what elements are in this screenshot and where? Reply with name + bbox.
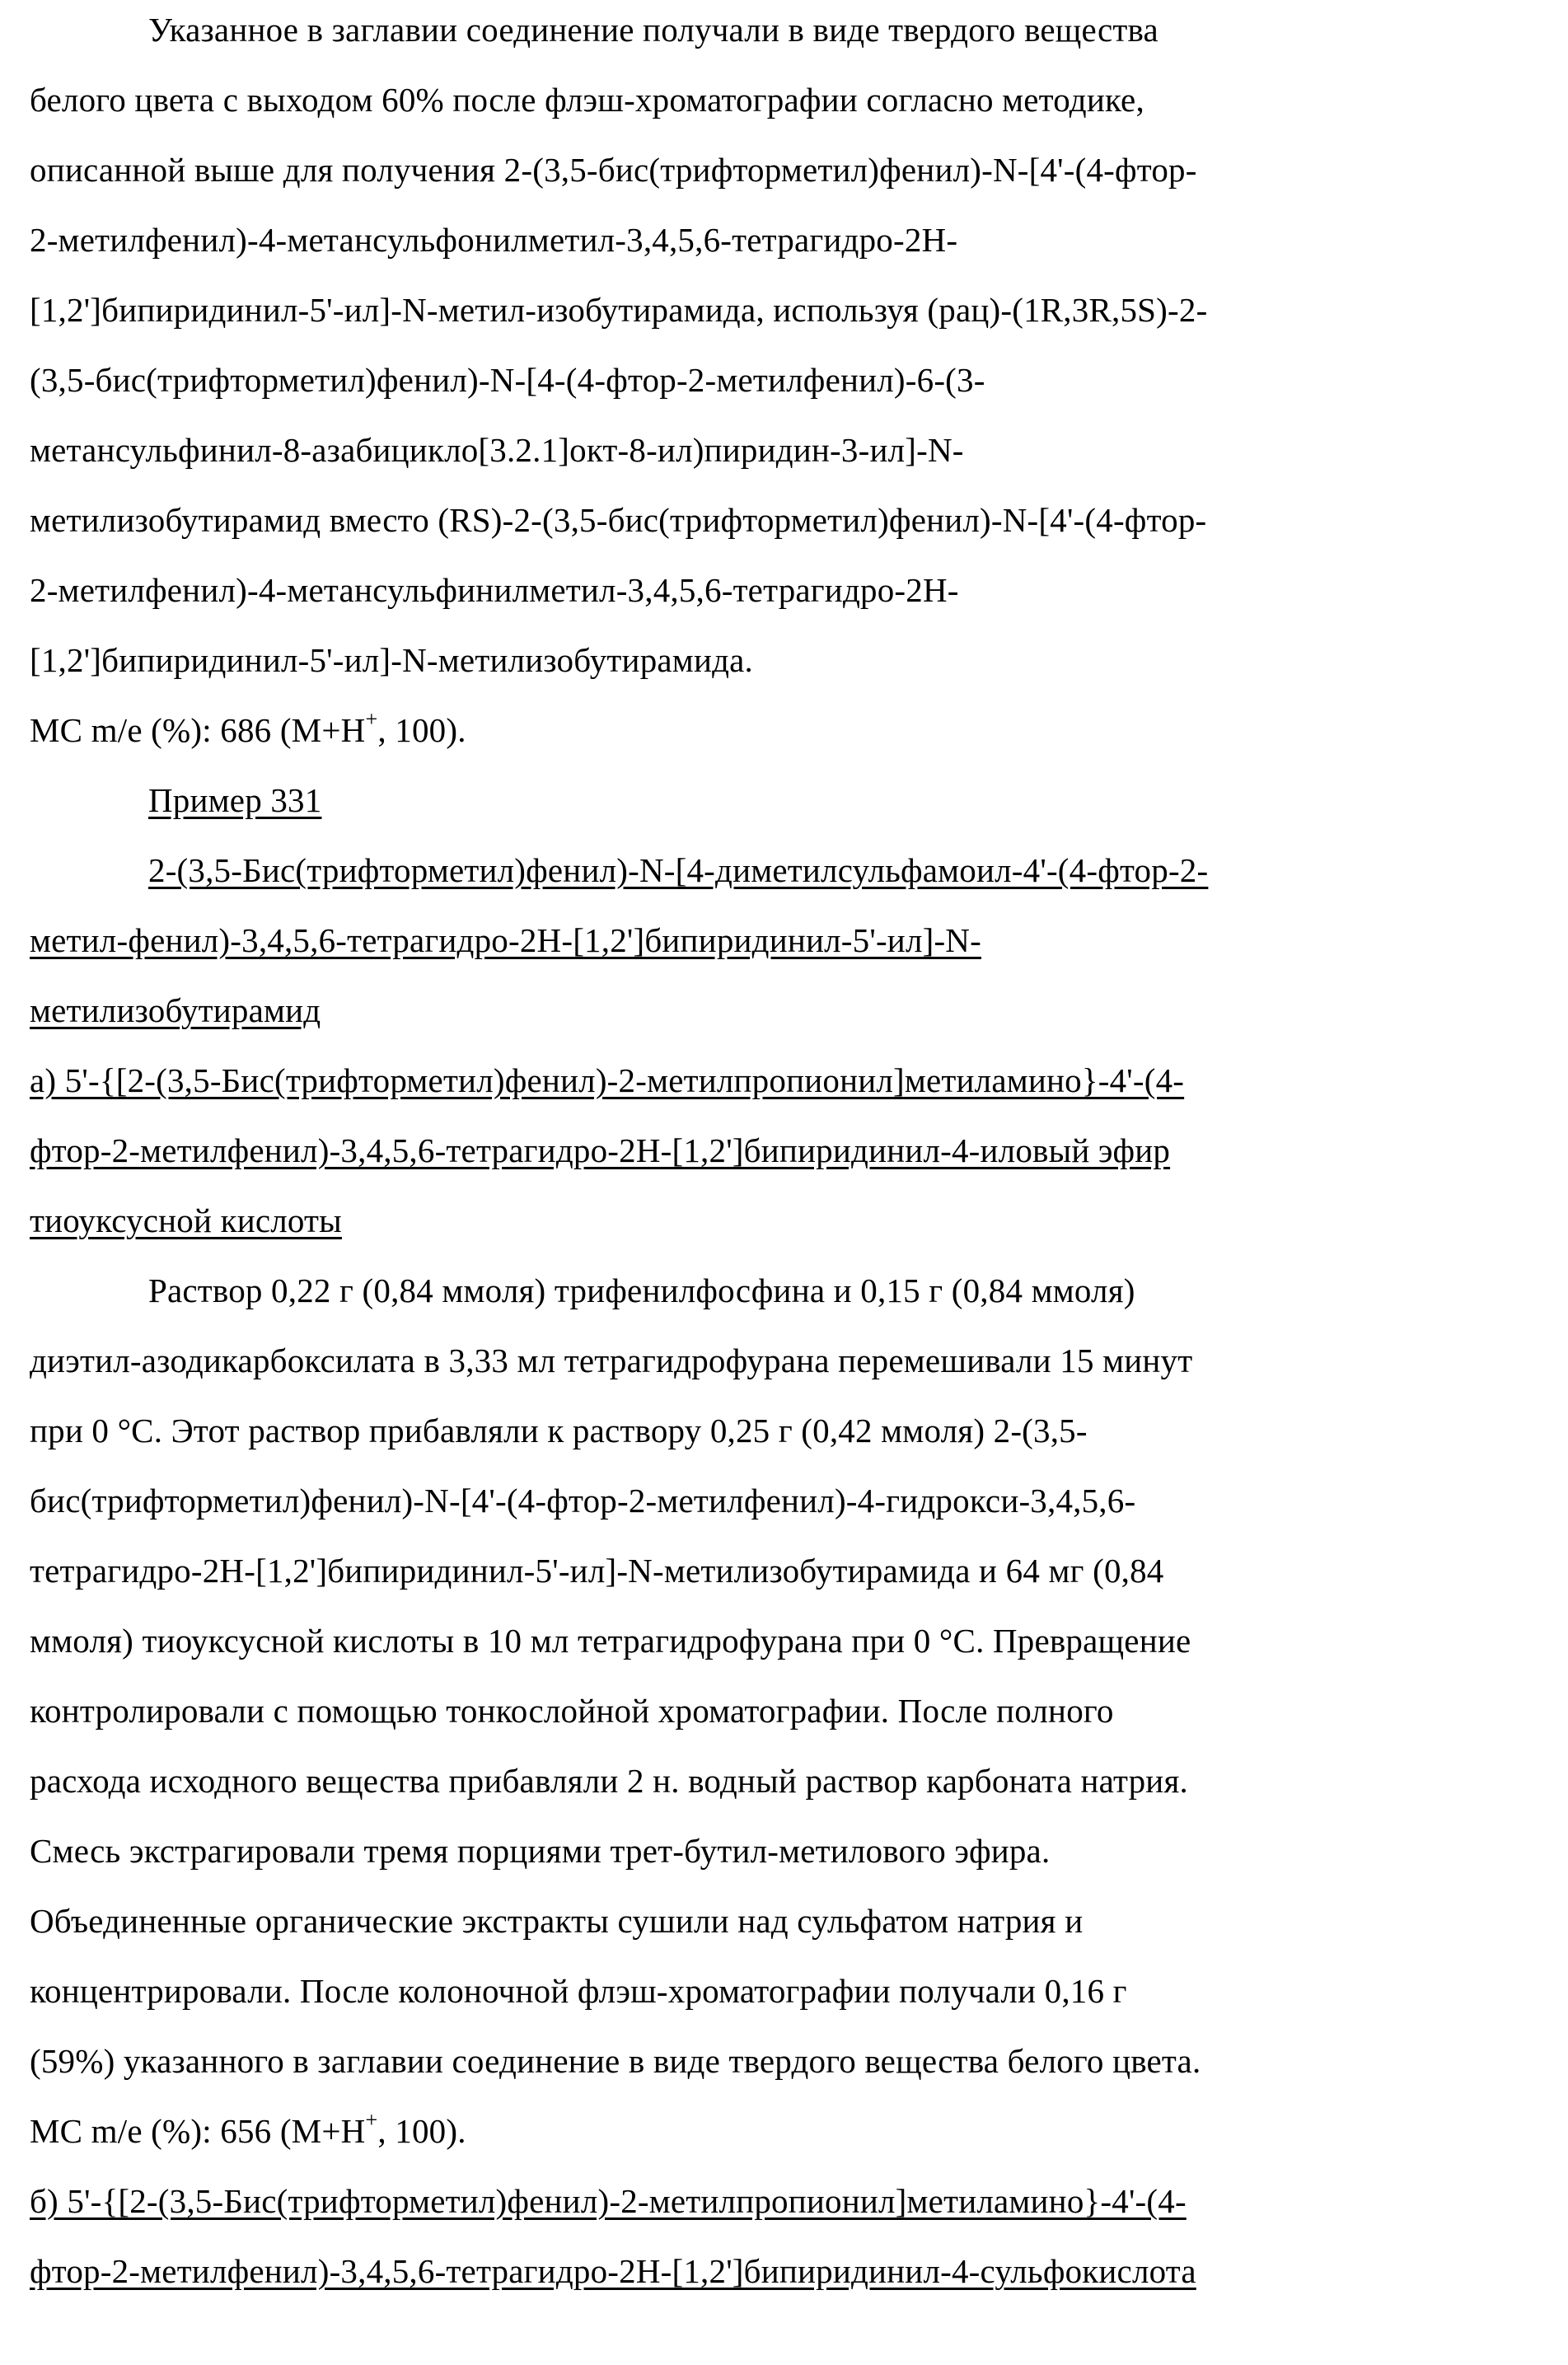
title-line <box>30 1046 1554 1116</box>
text-line: 2-метилфенил)-4-метансульфонилметил-3,4,5,6-тетрагидро-2H- <box>30 205 1554 275</box>
example-heading-text: Пример 331 <box>148 781 321 819</box>
text-line: Раствор 0,22 г (0,84 ммоля) трифенилфосфина и 0,15 г (0,84 ммоля) <box>30 1256 1554 1326</box>
text-line: Смесь экстрагировали тремя порциями трет-бутил-метилового эфира. <box>30 1816 1554 1886</box>
title-line <box>30 2236 1554 2306</box>
ms-superscript: + <box>365 707 377 731</box>
paragraph-procedure <box>30 1256 1554 2096</box>
text-line: Указанное в заглавии соединение получали в виде твердого вещества <box>30 0 1554 65</box>
text-line: (3,5-бис(трифторметил)фенил)-N-[4-(4-фтор-2-метилфенил)-6-(3- <box>30 345 1554 415</box>
title-line <box>30 1116 1554 1186</box>
text-line: контролировали с помощью тонкослойной хроматографии. После полного <box>30 1676 1554 1746</box>
title-text: б) 5'-{[2-(3,5-Бис(трифторметил)фенил)-2-метилпропионил]метиламино}-4'-(4- <box>30 2182 1187 2220</box>
ms-text: МС m/e (%): 656 (M+H <box>30 2112 365 2150</box>
title-text: метил-фенил)-3,4,5,6-тетрагидро-2H-[1,2']бипиридинил-5'-ил]-N- <box>30 921 981 959</box>
text-line: белого цвета с выходом 60% после флэш-хроматографии согласно методике, <box>30 65 1554 135</box>
text-line: описанной выше для получения 2-(3,5-бис(трифторметил)фенил)-N-[4'-(4-фтор- <box>30 135 1554 205</box>
paragraph-yield <box>30 0 1554 695</box>
compound-title <box>30 836 1554 1046</box>
title-line <box>30 906 1554 976</box>
text-line: 2-метилфенил)-4-метансульфинилметил-3,4,5,6-тетрагидро-2H- <box>30 555 1554 625</box>
ms-text: , 100). <box>377 711 466 749</box>
title-line <box>30 1186 1554 1256</box>
title-text: 2-(3,5-Бис(трифторметил)фенил)-N-[4-диметилсульфамоил-4'-(4-фтор-2- <box>148 851 1208 889</box>
text-line: [1,2']бипиридинил-5'-ил]-N-метил-изобутирамида, используя (рац)-(1R,3R,5S)-2- <box>30 275 1554 345</box>
text-line: расхода исходного вещества прибавляли 2 н. водный раствор карбоната натрия. <box>30 1746 1554 1816</box>
ms-superscript: + <box>365 2108 377 2132</box>
title-text: фтор-2-метилфенил)-3,4,5,6-тетрагидро-2H-[1,2']бипиридинил-4-иловый эфир <box>30 1131 1170 1169</box>
title-text: а) 5'-{[2-(3,5-Бис(трифторметил)фенил)-2-метилпропионил]метиламино}-4'-(4- <box>30 1061 1184 1099</box>
title-text: тиоуксусной кислоты <box>30 1201 342 1239</box>
text-line: метансульфинил-8-азабицикло[3.2.1]окт-8-ил)пиридин-3-ил]-N- <box>30 415 1554 485</box>
title-text: фтор-2-метилфенил)-3,4,5,6-тетрагидро-2H-[1,2']бипиридинил-4-сульфокислота <box>30 2252 1196 2290</box>
text-line: бис(трифторметил)фенил)-N-[4'-(4-фтор-2-метилфенил)-4-гидрокси-3,4,5,6- <box>30 1466 1554 1536</box>
title-line <box>30 976 1554 1046</box>
text-line: при 0 °C. Этот раствор прибавляли к раствору 0,25 г (0,42 ммоля) 2-(3,5- <box>30 1396 1554 1466</box>
text-line: (59%) указанного в заглавии соединение в виде твердого вещества белого цвета. <box>30 2026 1554 2096</box>
text-line: [1,2']бипиридинил-5'-ил]-N-метилизобутирамида. <box>30 625 1554 695</box>
example-heading <box>30 766 1554 836</box>
step-b-title <box>30 2166 1554 2306</box>
text-line: ммоля) тиоуксусной кислоты в 10 мл тетрагидрофурана при 0 °C. Превращение <box>30 1606 1554 1676</box>
ms-text: МС m/e (%): 686 (M+H <box>30 711 365 749</box>
title-text: метилизобутирамид <box>30 991 321 1029</box>
text-line: тетрагидро-2H-[1,2']бипиридинил-5'-ил]-N-метилизобутирамида и 64 мг (0,84 <box>30 1536 1554 1606</box>
text-line: диэтил-азодикарбоксилата в 3,33 мл тетрагидрофурана перемешивали 15 минут <box>30 1326 1554 1396</box>
text-line: концентрировали. После колоночной флэш-хроматографии получали 0,16 г <box>30 1956 1554 2026</box>
text-line: метилизобутирамид вместо (RS)-2-(3,5-бис(трифторметил)фенил)-N-[4'-(4-фтор- <box>30 485 1554 555</box>
ms-text: , 100). <box>377 2112 466 2150</box>
mass-spec-result-1 <box>30 695 1554 766</box>
title-line <box>30 2166 1554 2236</box>
title-line <box>30 836 1554 906</box>
document-page <box>30 0 1554 2306</box>
mass-spec-result-2 <box>30 2096 1554 2166</box>
step-a-title <box>30 1046 1554 1256</box>
text-line: Объединенные органические экстракты сушили над сульфатом натрия и <box>30 1886 1554 1956</box>
